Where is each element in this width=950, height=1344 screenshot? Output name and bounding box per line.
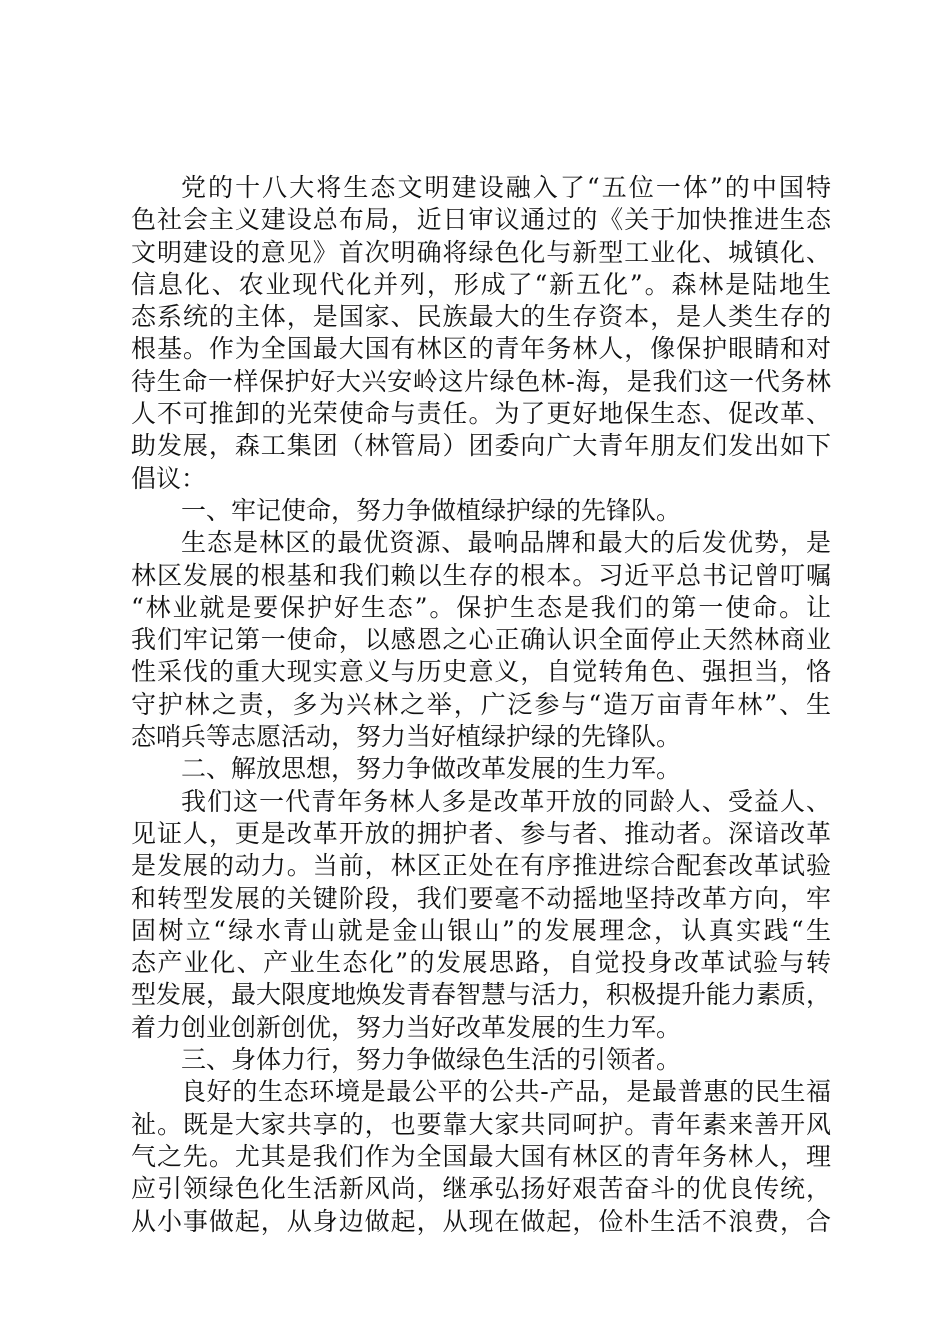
text-line: 三、身体力行，努力争做绿色生活的引领者。 <box>181 1045 682 1075</box>
text-line: 良好的生态环境是最公平的公共-产品，是最普惠的民生福 <box>181 1077 831 1107</box>
text-line: 从小事做起，从身边做起，从现在做起，俭朴生活不浪费，合 <box>131 1206 831 1236</box>
text-line: 态系统的主体，是国家、民族最大的生存资本，是人类生存的 <box>131 302 831 332</box>
text-line: 一、牢记使命，努力争做植绿护绿的先锋队。 <box>181 495 682 525</box>
text-line: 文明建设的意见》首次明确将绿色化与新型工业化、城镇化、 <box>131 237 831 267</box>
text-line: 见证人，更是改革开放的拥护者、参与者、推动者。深谙改革 <box>131 818 831 848</box>
text-line: 倡议： <box>131 463 207 493</box>
text-line: 态产业化、产业生态化”的发展思路，自觉投身改革试验与转 <box>131 948 831 978</box>
text-line: 我们这一代青年务林人多是改革开放的同龄人、受益人、 <box>181 786 831 816</box>
text-line: 人不可推卸的光荣使命与责任。为了更好地保生态、促改革、 <box>131 399 831 429</box>
text-line: 性采伐的重大现实意义与历史意义，自觉转角色、强担当，恪 <box>131 657 831 687</box>
text-line: 待生命一样保护好大兴安岭这片绿色林-海，是我们这一代务林 <box>131 366 831 396</box>
text-line: 林区发展的根基和我们赖以生存的根本。习近平总书记曾叮嘱 <box>131 560 831 590</box>
text-line: 信息化、农业现代化并列，形成了“新五化”。森林是陆地生 <box>131 269 831 299</box>
text-line: 是发展的动力。当前，林区正处在有序推进综合配套改革试验 <box>131 851 831 881</box>
text-line: 着力创业创新创优，努力当好改革发展的生力军。 <box>131 1012 682 1042</box>
document-body <box>131 172 831 1238</box>
text-line: “林业就是要保护好生态”。保护生态是我们的第一使命。让 <box>131 592 831 622</box>
text-line: 色社会主义建设总布局，近日审议通过的《关于加快推进生态 <box>131 205 831 235</box>
text-line: 党的十八大将生态文明建设融入了“五位一体”的中国特 <box>181 173 831 202</box>
text-line: 应引领绿色化生活新风尚，继承弘扬好艰苦奋斗的优良传统， <box>131 1174 831 1204</box>
text-line: 我们牢记第一使命，以感恩之心正确认识全面停止天然林商业 <box>131 625 831 655</box>
text-line: 气之先。尤其是我们作为全国最大国有林区的青年务林人，理 <box>131 1141 831 1171</box>
text-line: 生态是林区的最优资源、最响品牌和最大的后发优势，是 <box>181 528 831 558</box>
text-line: 守护林之责，多为兴林之举，广泛参与“造万亩青年林”、生 <box>131 689 831 719</box>
text-line: 根基。作为全国最大国有林区的青年务林人，像保护眼睛和对 <box>131 334 831 364</box>
text-line: 二、解放思想，努力争做改革发展的生力军。 <box>181 754 682 784</box>
text-line: 型发展，最大限度地焕发青春智慧与活力，积极提升能力素质， <box>131 980 832 1010</box>
text-line: 态哨兵等志愿活动，努力当好植绿护绿的先锋队。 <box>131 722 682 752</box>
text-line: 祉。既是大家共享的，也要靠大家共同呵护。青年素来善开风 <box>131 1109 831 1139</box>
text-line: 和转型发展的关键阶段，我们要毫不动摇地坚持改革方向，牢 <box>131 883 831 913</box>
text-line: 助发展，森工集团（林管局）团委向广大青年朋友们发出如下 <box>131 431 831 461</box>
text-line: 固树立“绿水青山就是金山银山”的发展理念，认真实践“生 <box>131 915 831 945</box>
